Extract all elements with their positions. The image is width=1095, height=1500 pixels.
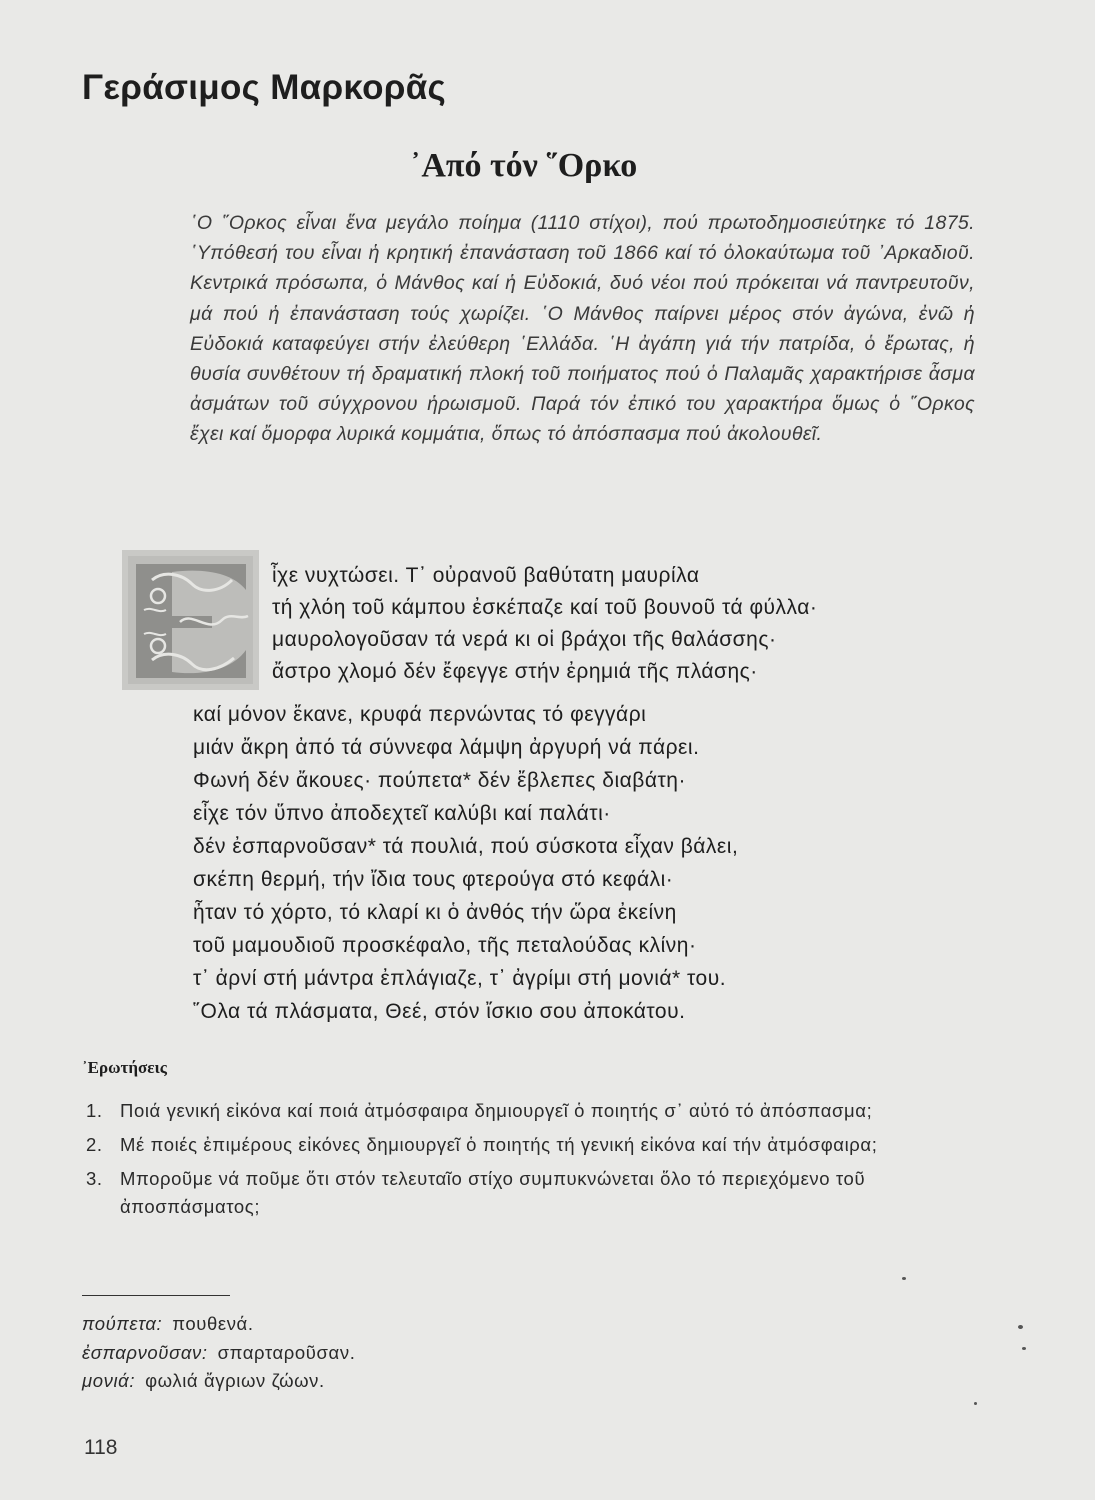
question-number: 2. bbox=[86, 1134, 103, 1155]
decorative-initial bbox=[122, 550, 259, 690]
question-text: Ποιά γενική εἰκόνα καί ποιά ἀτμόσφαιρα δημιουργεῖ ὁ ποιητής σ᾿ αὐτό τό ἀπόσπασμα; bbox=[120, 1100, 873, 1121]
poem-line: ἦταν τό χόρτο, τό κλαρί κι ὁ ἀνθός τήν ὥρα ἐκείνη bbox=[193, 901, 677, 924]
scan-speck bbox=[974, 1402, 977, 1405]
footnote-definition: πουθενά. bbox=[172, 1313, 254, 1334]
footnote-definition: σπαρταροῦσαν. bbox=[217, 1341, 356, 1363]
poem-line: Φωνή δέν ἄκουες· πούπετα* δέν ἔβλεπες διαβάτη· bbox=[193, 769, 686, 792]
footnote-definition: φωλιά ἄγριων ζώων. bbox=[145, 1370, 325, 1391]
poem-line: ἄστρο χλομό δέν ἔφεγγε στήν ἐρημιά τῆς πλάσης· bbox=[272, 660, 758, 683]
question-number: 3. bbox=[86, 1168, 103, 1189]
poem-line: μαυρολογοῦσαν τά νερά κι οἱ βράχοι τῆς θαλάσσης· bbox=[272, 628, 777, 651]
footnote-term: ἐσπαρνοῦσαν: bbox=[82, 1341, 208, 1363]
footnote-term: μονιά: bbox=[82, 1370, 136, 1391]
question-item bbox=[82, 1097, 982, 1125]
intro-paragraph: ῾Ο ῞Ορκος εἶναι ἕνα μεγάλο ποίημα (1110 στίχοι), πού πρωτοδημοσιεύτηκε τό 1875. ῾Υπόθεσή του εἶναι ἡ κρητική ἐπανάσταση τοῦ 1866 καί τό ὁλοκαύτωμα τοῦ ᾿Αρκαδιοῦ. Κεντρικά πρόσωπα, ὁ Μάνθος καί ἡ Εὐδοκιά, δυό νέοι πού πρόκειται νά παντρευτοῦν, μά πού ἡ ἐπανάσταση τούς χωρίζει. ῾Ο Μάνθος παίρνει μέρος στόν ἀγώνα, ἐνῶ ἡ Εὐδοκιά καταφεύγει στήν ἐλεύθερη ῾Ελλάδα. ῾Η ἀγάπη γιά τήν πατρίδα, ὁ ἔρωτας, ἡ θυσία συνθέτουν τή δραματική πλοκή τοῦ ποιήματος πού ὁ Παλαμᾶς χαρακτήρισε ἆσμα ἀσμάτων τοῦ σύγχρονου ἡρωισμοῦ. Παρά τόν ἐπικό του χαρακτήρα ὅμως ὁ ῞Ορκος ἔχει καί ὄμορφα λυρικά κομμάτια, ὅπως τό ἀπόσπασμα πού ἀκολουθεῖ. bbox=[190, 212, 975, 446]
question-item bbox=[82, 1165, 982, 1221]
poem-line: ἶχε νυχτώσει. Τ᾿ οὐρανοῦ βαθύτατη μαυρίλα bbox=[272, 564, 700, 587]
questions-list bbox=[82, 1097, 982, 1227]
footnote-term: πούπετα: bbox=[82, 1313, 163, 1334]
scan-speck bbox=[1022, 1347, 1026, 1350]
page-number: 118 bbox=[84, 1436, 118, 1459]
footnote-item bbox=[82, 1339, 355, 1368]
ornate-letter-e-icon bbox=[122, 550, 259, 690]
poem-line: ῞Ολα τά πλάσματα, Θεέ, στόν ἴσκιο σου ἀποκάτου. bbox=[193, 1000, 686, 1023]
footnote-item bbox=[82, 1310, 355, 1339]
poem-line: εἶχε τόν ὕπνο ἀποδεχτεῖ καλύβι καί παλάτι· bbox=[193, 802, 611, 825]
poem-line: σκέπη θερμή, τήν ἴδια τους φτερούγα στό κεφάλι· bbox=[193, 868, 674, 891]
poem-line: τ᾿ ἀρνί στή μάντρα ἐπλάγιαζε, τ᾿ ἀγρίμι στή μονιά* του. bbox=[193, 967, 727, 990]
question-number: 1. bbox=[86, 1100, 103, 1121]
poem-line: τοῦ μαμουδιοῦ προσκέφαλο, τῆς πεταλούδας κλίνη· bbox=[193, 934, 697, 957]
scan-speck bbox=[1018, 1325, 1023, 1329]
question-text: Μέ ποιές ἐπιμέρους εἰκόνες δημιουργεῖ ὁ ποιητής τή γενική εἰκόνα καί τήν ἀτμόσφαιρα; bbox=[120, 1134, 878, 1155]
poem-line: τή χλόη τοῦ κάμπου ἐσκέπαζε καί τοῦ βουνοῦ τά φύλλα· bbox=[272, 596, 818, 619]
footnote-item bbox=[82, 1367, 355, 1396]
poem-line: δέν ἐσπαρνοῦσαν* τά πουλιά, πού σύσκοτα εἶχαν βάλει, bbox=[193, 835, 739, 858]
scan-speck bbox=[902, 1277, 906, 1280]
questions-heading: ᾿Ερωτήσεις bbox=[82, 1058, 167, 1077]
poem-title: ᾿Από τόν ῞Ορκο bbox=[410, 147, 638, 184]
poem-line: καί μόνον ἔκανε, κρυφά περνώντας τό φεγγάρι bbox=[193, 703, 647, 726]
footnote-divider bbox=[82, 1295, 230, 1296]
poem-line: μιάν ἄκρη ἀπό τά σύννεφα λάμψη ἀργυρή νά πάρει. bbox=[193, 736, 700, 759]
question-item bbox=[82, 1131, 982, 1159]
footnotes bbox=[82, 1310, 355, 1396]
author-name: Γεράσιμος Μαρκορᾶς bbox=[82, 68, 447, 107]
question-text: Μποροῦμε νά ποῦμε ὅτι στόν τελευταῖο στίχο συμπυκνώνεται ὅλο τό περιεχόμενο τοῦ ἀποσπάσματος; bbox=[120, 1168, 866, 1217]
